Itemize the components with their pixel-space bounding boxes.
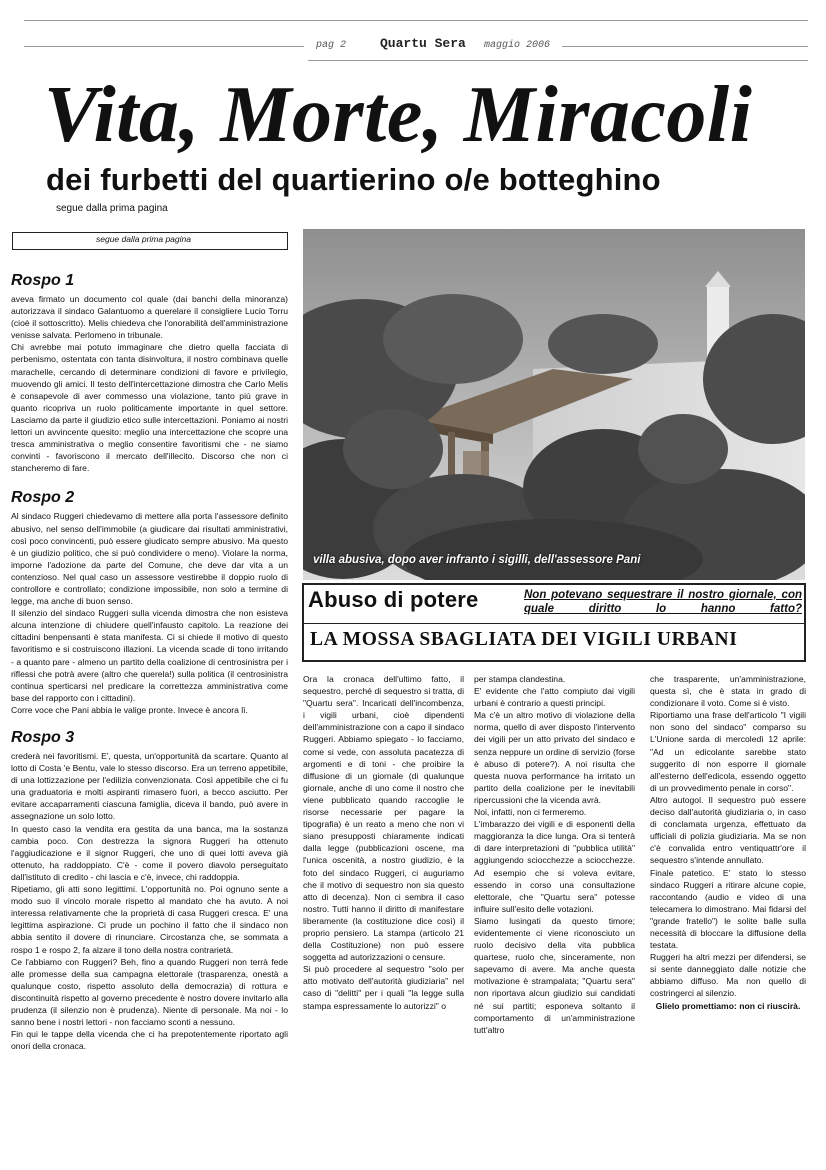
rospo2-heading: Rospo 2: [11, 489, 75, 507]
article-paragraph: Finale patetico. E' stato lo stesso sindaco Ruggeri a ritirare alcune copie, raccontando (audio e video di una telecamera lo dimostrano. Mai fidarsi del "grande fratello") le solite balle sulla necessità di bloccare la diffusione della testata.: [650, 867, 806, 951]
header-left-rule: [24, 46, 304, 47]
article-column-2: [474, 673, 635, 1036]
article-column-3: [650, 673, 806, 1012]
rospo1-paragraph: aveva firmato un documento col quale (dai banchi della minoranza) autorizzava il sindaco Galantuomo a querelare il consigliere Lucio Torru (cioè il sottoscritto). Melis chiedeva che l'onorabilità dell'amministrazione venisse salvata. Perlomeno in tribunale.: [11, 294, 288, 341]
article-paragraph: E' evidente che l'atto compiuto dai vigili urbani è contrario a questi principi.: [474, 686, 635, 709]
header-right-rule: [562, 46, 808, 47]
rospo2-paragraph: Il silenzio del sindaco Ruggeri sulla vicenda dimostra che non esisteva alcuna intenzione di chiudere quell'infausto capitolo. La reazione dei cittadini benpensanti è stata manifesta. Ci si chiede il motivo di questo favoritismo e si costruiscono illazioni. La vicenda scade di tono irritando - a quanto pare - almeno un partito della coalizione di centrosinistra per i riflessi che potrà avere (altro che querela!) sulla politica (il centrosinistra continua sperticarsi nel predicare la correttezza amministrativa come base del rapporto con i cittadini).: [11, 608, 288, 703]
rospo2-paragraph: Corre voce che Pani abbia le valige pronte. Invece è ancora lì.: [11, 704, 248, 715]
left-column: [11, 271, 288, 1052]
rospo3-heading: Rospo 3: [11, 729, 75, 746]
box-title: LA MOSSA SBAGLIATA DEI VIGILI URBANI: [310, 629, 738, 650]
rospo3-paragraph: Ce l'abbiamo con Ruggeri? Beh, fino a quando Ruggeri non terrà fede alle promesse della sua campagna elettorale (trasparenza, onestà a qualunque costo, rispetto assoluto della democrazia) di rottura e discontinuità rispetto al governo precedente è nostro dovere invitarlo alla prudenza (il silenzio non è prudenza). Niente di personale. Ma noi - lo sanno bene i nostri lettori - non facciamo sconti a nessuno.: [11, 956, 288, 1028]
header-top-rule: [24, 20, 808, 21]
continued-note: segue dalla prima pagina: [56, 203, 168, 214]
article-paragraph: Ora la cronaca dell'ultimo fatto, il sequestro, perché di sequestro si tratta, di "Quartu sera". Incaricati dell'incombenza, i vigili urbani, cioè dipendenti dell'amministrazione con a capo il sindaco Ruggeri. Abbiamo spiegato - lo facciamo, come si vede, con assoluta pacatezza di argomenti e di toni - che proibire la diffusione di un giornale (di qualunque giornale, anche di uno come il nostro che viene pubblicato quando raccoglie le risorse necessarie per pagare la tipografia) è un reato a meno che non vi siano presupposti chiaramente indicati dalla legge (pubblicazioni oscene, ma l'unica oscenità, a nostro giudizio, è la foto del sindaco Ruggeri, ci auguriamo che il motivo di sequestro non sia questo atto di decenza). Non ci sembra il caso nostro. Tutti hanno il diritto di manifestare liberamente (la costituzione dice così) il proprio pensiero. La stampa (articolo 21 della Costituzione) non può essere soggetta ad autorizzazioni o censure.: [303, 674, 464, 963]
page-number: pag 2: [316, 40, 347, 51]
article-paragraph: Ruggeri ha altri mezzi per difendersi, se si sente danneggiato dalle notizie che abbiamo diffuso. Ma non quello di costringerci al silenzio.: [650, 952, 806, 999]
box-divider: [304, 623, 804, 624]
article-paragraph: per stampa clandestina.: [474, 674, 566, 684]
photo-caption: villa abusiva, dopo aver infranto i sigilli, dell'assessore Pani: [313, 554, 641, 566]
page-title: Vita, Morte, Miracoli: [44, 71, 753, 159]
article-column-1: [303, 673, 464, 1012]
rospo1-heading: Rospo 1: [11, 272, 75, 289]
article-paragraph: L'imbarazzo dei vigili e di esponenti della maggioranza la dice lunga. Ora si tenterà di dare interpretazioni di "pubblica utilità" aggiungendo sciocchezze a sciocchezze. Ad esempio che si voleva evitare, essendo in corso una consultazione elettorale, che "Quartu sera" potesse influire sull'esito delle votazioni.: [474, 819, 635, 914]
issue-date: maggio 2006: [484, 40, 551, 51]
rospo3-paragraph: Ripetiamo, gli atti sono legittimi. L'opportunità no. Poi ognuno sente a modo suo il vincolo morale rispetto al mandato che ha avuto. A noi interessa relativamente che la proprietà di casa Ruggeri cresca. E' una legittima aspirazione. Ci prude un pochino il fatto che il sindaco non abbia sentito il dovere di rinunciare. Circostanza che, se sommata a rospo 1 e rospo 2, fa alzare il tono della nostra contrarietà.: [11, 884, 288, 955]
paper-name: Quartu Sera: [380, 36, 466, 51]
page-subtitle: dei furbetti del quartierino o/e botteghino: [46, 162, 661, 197]
villa-illustration: [303, 229, 805, 580]
article-paragraph: Si può procedere al sequestro "solo per atto motivato dell'autorità giudiziaria" nel caso di "delitti" per i quali "la legge sulla stampa espressamente lo autorizzi" o: [303, 964, 464, 1011]
article-paragraph: che trasparente, un'amministrazione, questa sì, che è stata in grado di condizionare il voto. Come si è visto.: [650, 674, 806, 709]
article-paragraph: Ma c'è un altro motivo di violazione della norma, quello di aver disposto l'intervento dei vigili per un atto privato del sindaco e senza neppure un ordine di servizio (forse è abuso di potere?). A noi risulta che questa nuova performance ha irritato un partito della coalizione per le inevitabili ripercussioni che la vicenda avrà.: [474, 710, 635, 805]
article-paragraph: Riportiamo una frase dell'articolo "I vigili non sono del sindaco" comparso su L'Unione sarda di mercoledì 12 aprile: "Ad un edicolante sarebbe stato suggerito di non esporre il giornale all'esterno dell'edicola, essendo oggetto di un provvedimento penale in corso".: [650, 710, 806, 793]
continued-box: [12, 232, 288, 250]
headline-box: [302, 583, 806, 662]
article-closing: Glielo promettiamo: non ci riuscirà.: [655, 1000, 801, 1011]
rospo1-paragraph: Chi avrebbe mai potuto immaginare che dietro quella facciata di perbenismo, ostentata con tanta disinvoltura, il nostro combinava quelle marachelle, cercando di determinare condizioni di favore e privilegio, muovendo gli amici. Il testo dell'intercettazione dimostra che Carlo Melis è consapevole di aver commesso una violazione, tanto più grave in quanto ricopriva un ruolo politicamente importante in quel settore. Lasciamo da parte il giudizio etico sulle intercettazioni. Poniamo ai nostri lettori un avvincente quesito: meglio una intercettazione che scopre una tresca amministrativa o meglio consentire favoritismi che - ne siamo convinti - favoriscono il mercato dell'illecito. Discorso che non ci stancheremo di fare.: [11, 342, 288, 474]
villa-photo: [303, 229, 805, 580]
rospo2-paragraph: Al sindaco Ruggeri chiedevamo di mettere alla porta l'assessore definito abusivo, nel senso dell'immobile (a giudicare dai risultati amministrativi, così poco convincenti, può essere giudicato sempre abusivo. Ma questo è un giudizio politico, che si può condividere o meno). Violare la norma, imporne l'adozione da parte del Comune, che deve dar vita a un contenzioso. Nel qual caso un assessore vestirebbe il doppio ruolo di controllore e controllato; condizione impossibile, non solo a termine di legge, ma anche di buon senso.: [11, 511, 288, 607]
article-paragraph: Siamo lusingati da questo timore; evidentemente ci viene riconosciuto un ruolo decisivo della vita pubblica quartese, ruolo che, sinceramente, non sapevamo di avere. Ma anche questa motivazione è strampalata; "Quartu sera" non riportava alcun giudizio sui candidati né sui partiti; esponeva soltanto il comportamento di un'amministrazione tutt'altro: [474, 915, 635, 1035]
rospo3-paragraph: In questo caso la vendita era gestita da una banca, ma la sostanza cambia poco. Con destrezza la signora Ruggeri ha ottenuto l'aggiudicazione e il signor Ruggeri, che uno di quei lotti aveva già ottenuto, ha raddoppiato. C'è - come il povero diavolo perseguitato dall'istituto di credito - chi lascia e c'è, invece, chi raddoppia.: [11, 823, 288, 882]
box-headline: Abuso di potere: [308, 587, 479, 612]
header-bottom-rule: [308, 60, 808, 61]
box-kicker: Non potevano sequestrare il nostro giornale, con quale diritto lo hanno fatto?: [524, 589, 802, 615]
article-paragraph: Noi, infatti, non ci fermeremo.: [474, 807, 587, 818]
rospo3-paragraph: Fin qui le tappe della vicenda che ci ha prepotentemente riportato agli onori della cronaca.: [11, 1029, 288, 1052]
article-paragraph: Altro autogol. Il sequestro può essere deciso dall'autorità giudiziaria o, in caso di conclamata urgenza, effettuato da ufficiali di polizia giudiziaria. Ma se non c'è convalida entro ventiquattr'ore il sequestro s'intende annullato.: [650, 794, 806, 866]
continued-box-text: segue dalla prima pagina: [96, 234, 191, 244]
rospo3-paragraph: crederà nei favoritismi. E', questa, un'opportunità da scartare. Quanto al lotto di Costa 'e Bentu, vale lo stesso discorso. Era un terreno appetibile, di una lottizzazione per l'edilizia convenzionata. Così appetibile che ci fu una graduatoria e molti aspiranti rimasero fuori, a becco asciutto. Per evitare accaparramenti ciascuna famiglia, diceva il bando, può avere in assegnazione un solo lotto.: [11, 751, 288, 822]
